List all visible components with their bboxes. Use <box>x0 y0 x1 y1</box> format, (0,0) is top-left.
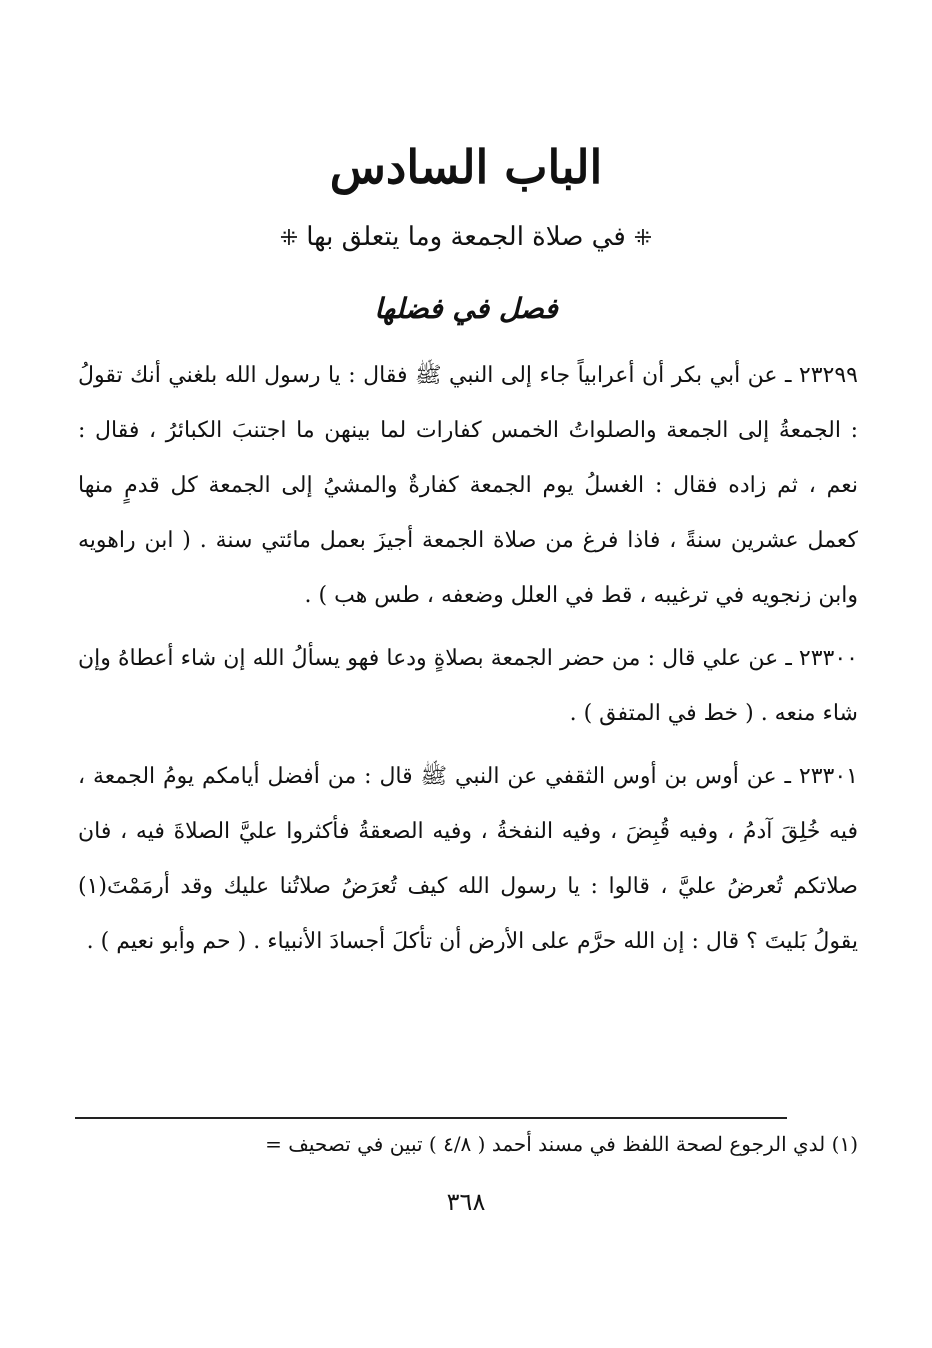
hadith-paragraph: ٢٣٢٩٩ ـ عن أبي بكر أن أعرابياً جاء إلى النبي ﷺ فقال : يا رسول الله بلغني أنك تقولُ : الجمعةُ إلى الجمعة والصلواتُ الخمس كفارات لما بينهن ما اجتنبَ الكبائرُ ، فقال : نعم ، ثم زاده فقال : الغسلُ يوم الجمعة كفارةٌ والمشيُ إلى الجمعة كل قدمٍ منها كعمل عشرين سنةً ، فاذا فرغ من صلاة الجمعة أجيزَ بعمل مائتي سنة . ( ابن راهويه وابن زنجويه في ترغيبه ، قط في العلل وضعفه ، طس هب ) . <box>78 363 858 608</box>
ornament-left: ⁜ <box>279 226 299 251</box>
footnote: (١) لدي الرجوع لصحة اللفظ في مسند أحمد ( ٤/٨ ) تبين في تصحيف = <box>265 1132 858 1156</box>
hadith-paragraph: ٢٣٣٠١ ـ عن أوس بن أوس الثقفي عن النبي ﷺ قال : من أفضل أيامكم يومُ الجمعة ، فيه خُلِقَ آدمُ ، وفيه قُبِضَ ، وفيه النفخةُ ، وفيه الصعقةُ فأكثروا عليَّ الصلاةَ فيه ، فان صلاتكم تُعرضُ عليَّ ، قالوا : يا رسول الله كيف تُعرَضُ صلاتُنا عليك وقد أرمَمْتَ(١) يقولُ بَليتَ ؟ قال : إن الله حرَّم على الأرض أن تأكلَ أجسادَ الأنبياء . ( حم وأبو نعيم ) . <box>78 764 858 954</box>
footnote-divider <box>75 1117 787 1119</box>
chapter-title: الباب السادس <box>329 140 603 194</box>
chapter-subtitle-text: في صلاة الجمعة وما يتعلق بها <box>306 222 626 252</box>
page-number: ٣٦٨ <box>446 1188 486 1216</box>
main-text <box>78 348 858 975</box>
section-title: فصل في فضلها <box>374 292 558 325</box>
chapter-subtitle <box>0 222 932 252</box>
hadith-paragraph: ٢٣٣٠٠ ـ عن علي قال : من حضر الجمعة بصلاةٍ ودعا فهو يسألُ الله إن شاء أعطاهُ وإن شاء منعه . ( خط في المتفق ) . <box>78 646 858 726</box>
ornament-right: ⁜ <box>633 226 653 251</box>
